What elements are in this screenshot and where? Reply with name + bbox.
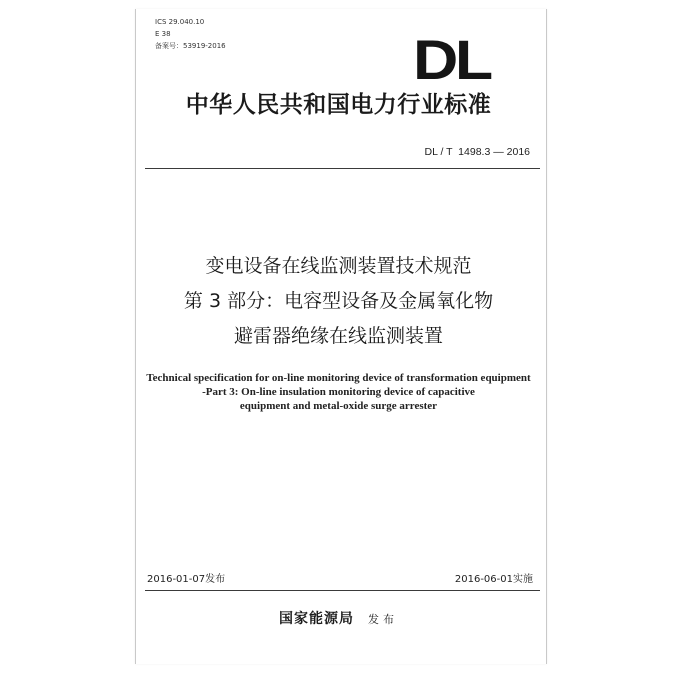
footer-divider	[145, 590, 540, 591]
dl-logo: DL	[413, 28, 490, 91]
title-zh-line1: 变电设备在线监测装置技术规范	[205, 255, 472, 277]
title-zh-line2: 第 3 部分：电容型设备及金属氧化物	[183, 290, 494, 312]
filing-number: 备案号：53919-2016	[155, 42, 226, 50]
publisher-name: 国家能源局	[279, 611, 354, 627]
standard-number: DL / T 1498.3 — 2016	[424, 146, 530, 158]
issue-date: 2016-01-07发布	[147, 574, 226, 585]
title-en-line1: Technical specification for on-line monitoring device of transformation equipment	[146, 372, 531, 384]
standard-category: 中华人民共和国电力行业标准	[185, 92, 492, 118]
header-divider	[145, 168, 540, 169]
title-zh-line3: 避雷器绝缘在线监测装置	[233, 325, 443, 347]
publisher-action: 发布	[368, 613, 398, 626]
title-en-line3: equipment and metal-oxide surge arrester	[239, 400, 438, 412]
ccs-code: E 38	[155, 30, 171, 38]
title-en-line2: -Part 3: On-line insulation monitoring device of capacitive	[202, 386, 475, 398]
publisher	[0, 612, 677, 626]
implementation-date: 2016-06-01实施	[454, 574, 533, 585]
ics-code: ICS 29.040.10	[155, 18, 205, 26]
